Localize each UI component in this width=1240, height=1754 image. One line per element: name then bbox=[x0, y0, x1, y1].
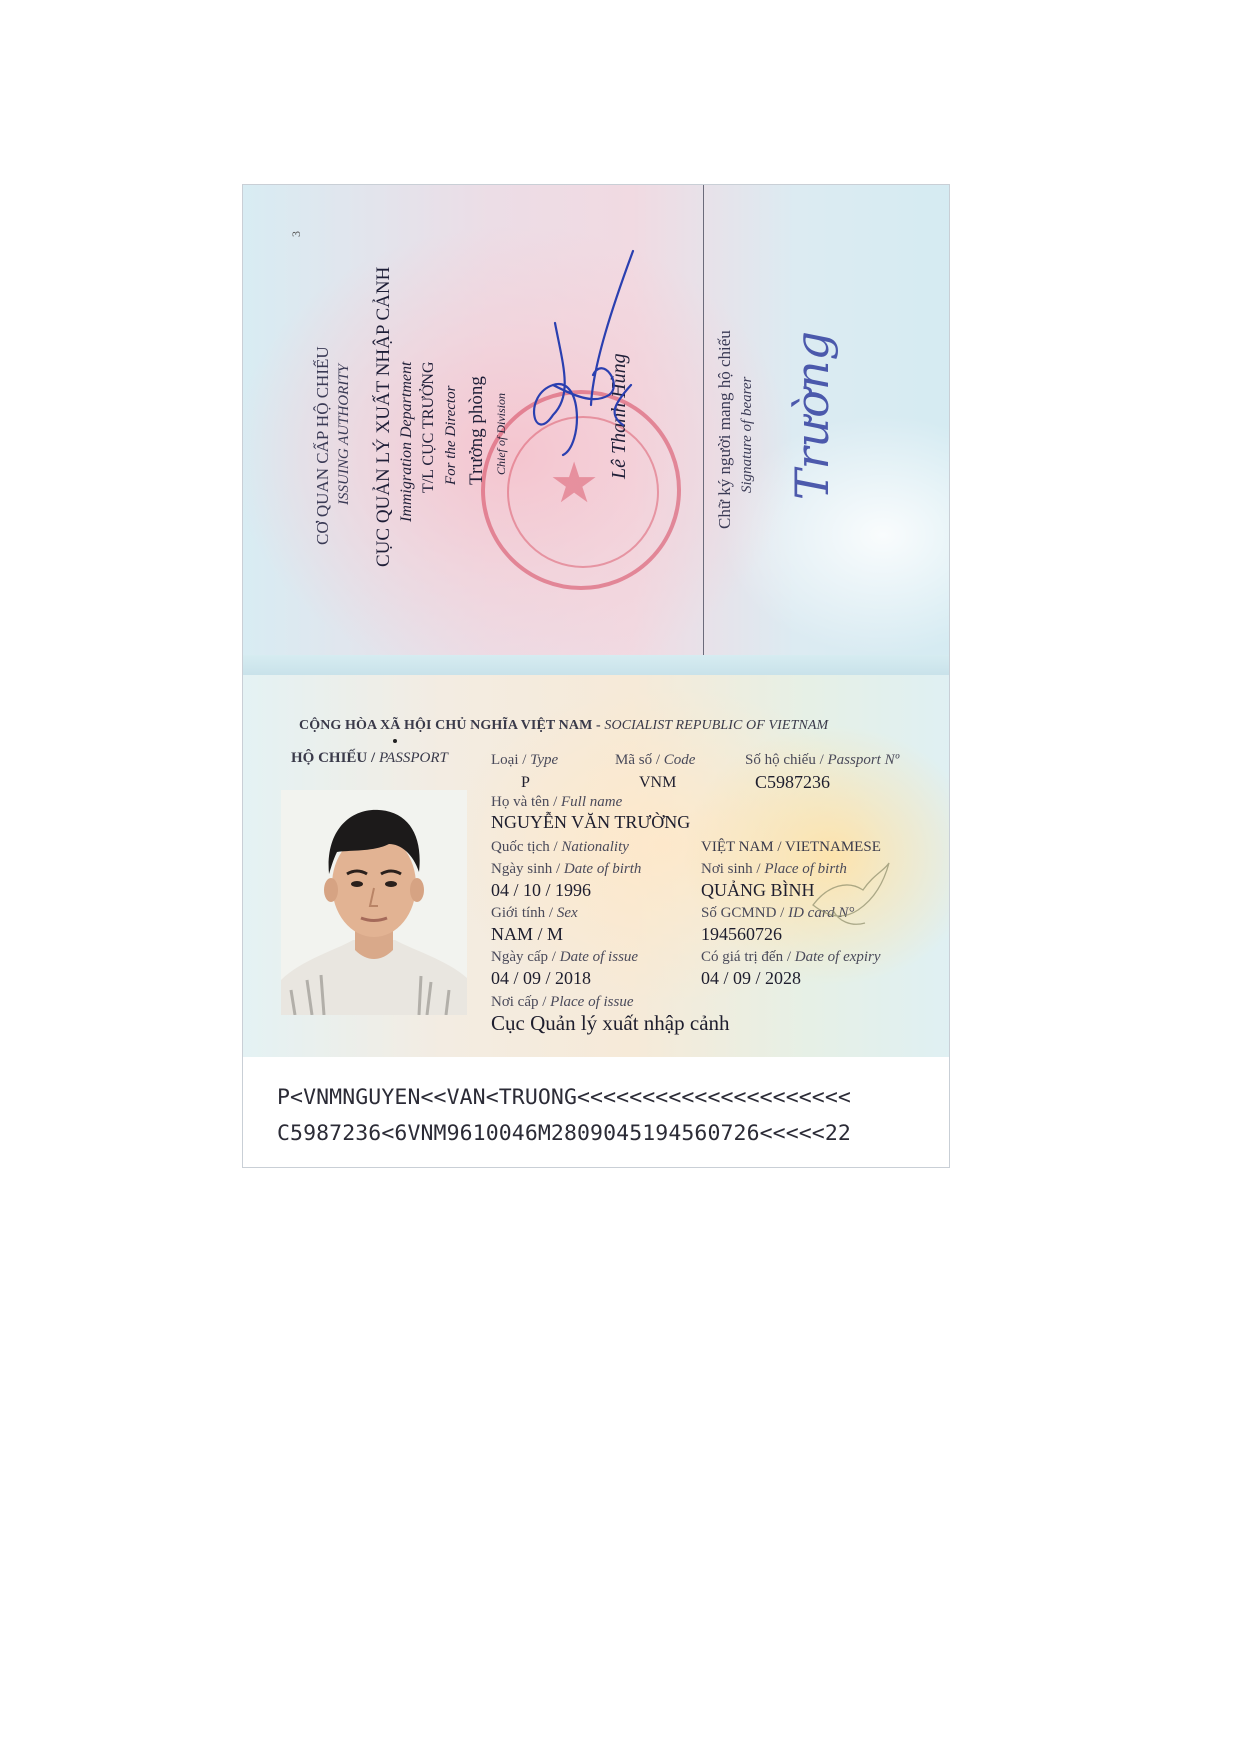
signatory-name: Lê Thanh Hùng bbox=[608, 353, 630, 479]
expiry-date-label: Có giá trị đến / Date of expiry bbox=[701, 949, 881, 965]
name-value: NGUYỄN VĂN TRƯỜNG bbox=[491, 812, 691, 832]
code-value: VNM bbox=[639, 774, 677, 791]
bearer-signature-label-en: Signature of bearer bbox=[739, 376, 755, 493]
type-value: P bbox=[521, 774, 530, 791]
name-label: Họ và tên / Full name bbox=[491, 794, 623, 810]
bearer-signature: Trường bbox=[785, 331, 839, 501]
for-director-en: For the Director bbox=[443, 385, 459, 485]
sex-label: Giới tính / Sex bbox=[491, 905, 578, 921]
passport-number-label: Số hộ chiếu / Passport Nº bbox=[745, 752, 900, 768]
official-seal-stamp: ★ bbox=[481, 390, 681, 590]
page-fold bbox=[243, 655, 950, 676]
dob-label: Ngày sinh / Date of birth bbox=[491, 861, 642, 877]
mrz-line-2: C5987236<6VNM9610046M2809045194560726<<<<<22 bbox=[277, 1121, 851, 1146]
code-label: Mã số / Code bbox=[615, 752, 696, 768]
director-signature bbox=[513, 245, 653, 475]
bearer-signature-label-vn: Chữ ký người mang hộ chiếu bbox=[715, 330, 734, 529]
passport-label: HỘ CHIẾU / PASSPORT bbox=[291, 750, 448, 766]
page-number: 3 bbox=[289, 231, 303, 237]
chief-vn: Trưởng phòng bbox=[466, 376, 487, 485]
place-of-issue-label: Nơi cấp / Place of issue bbox=[491, 994, 634, 1010]
dove-watermark-icon bbox=[803, 855, 893, 935]
dob-value: 04 / 10 / 1996 bbox=[491, 880, 592, 900]
page-divider-line bbox=[703, 185, 704, 655]
mrz-line-1: P<VNMNGUYEN<<VAN<TRUONG<<<<<<<<<<<<<<<<<<<<< bbox=[277, 1085, 851, 1110]
for-director-vn: T/L CỤC TRƯỞNG bbox=[420, 361, 437, 493]
pob-label: Nơi sinh / Place of birth bbox=[701, 861, 847, 877]
department-en: Immigration Department bbox=[398, 361, 415, 522]
nationality-value: VIỆT NAM / VIETNAMESE bbox=[701, 839, 881, 855]
ink-dot bbox=[393, 739, 397, 743]
issue-date-value: 04 / 09 / 2018 bbox=[491, 968, 592, 988]
place-of-issue-value: Cục Quản lý xuất nhập cảnh bbox=[491, 1011, 730, 1035]
issue-date-label: Ngày cấp / Date of issue bbox=[491, 949, 639, 965]
nationality-label: Quốc tịch / Nationality bbox=[491, 839, 629, 855]
republic-header: CỘNG HÒA XÃ HỘI CHỦ NGHĨA VIỆT NAM - SOCIALIST REPUBLIC OF VIETNAM bbox=[299, 718, 829, 733]
pob-value: QUẢNG BÌNH bbox=[701, 880, 815, 900]
expiry-date-value: 04 / 09 / 2028 bbox=[701, 968, 802, 988]
authority-page bbox=[243, 185, 950, 675]
machine-readable-zone bbox=[243, 1057, 950, 1168]
issuing-authority-en: ISSUING AUTHORITY bbox=[336, 364, 352, 505]
type-label: Loại / Type bbox=[491, 752, 559, 768]
chief-en: Chief of Division bbox=[494, 393, 508, 475]
passport-number-value: C5987236 bbox=[755, 772, 831, 792]
department-vn: CỤC QUẢN LÝ XUẤT NHẬP CẢNH bbox=[373, 266, 394, 567]
data-page bbox=[243, 675, 950, 1057]
id-card-value: 194560726 bbox=[701, 924, 782, 944]
holder-photo bbox=[281, 790, 467, 1015]
issuing-authority-vn: CƠ QUAN CẤP HỘ CHIẾU bbox=[313, 346, 332, 545]
sex-value: NAM / M bbox=[491, 924, 564, 944]
passport-scan bbox=[242, 184, 950, 1168]
id-card-label: Số GCMND / ID card N° bbox=[701, 905, 855, 921]
